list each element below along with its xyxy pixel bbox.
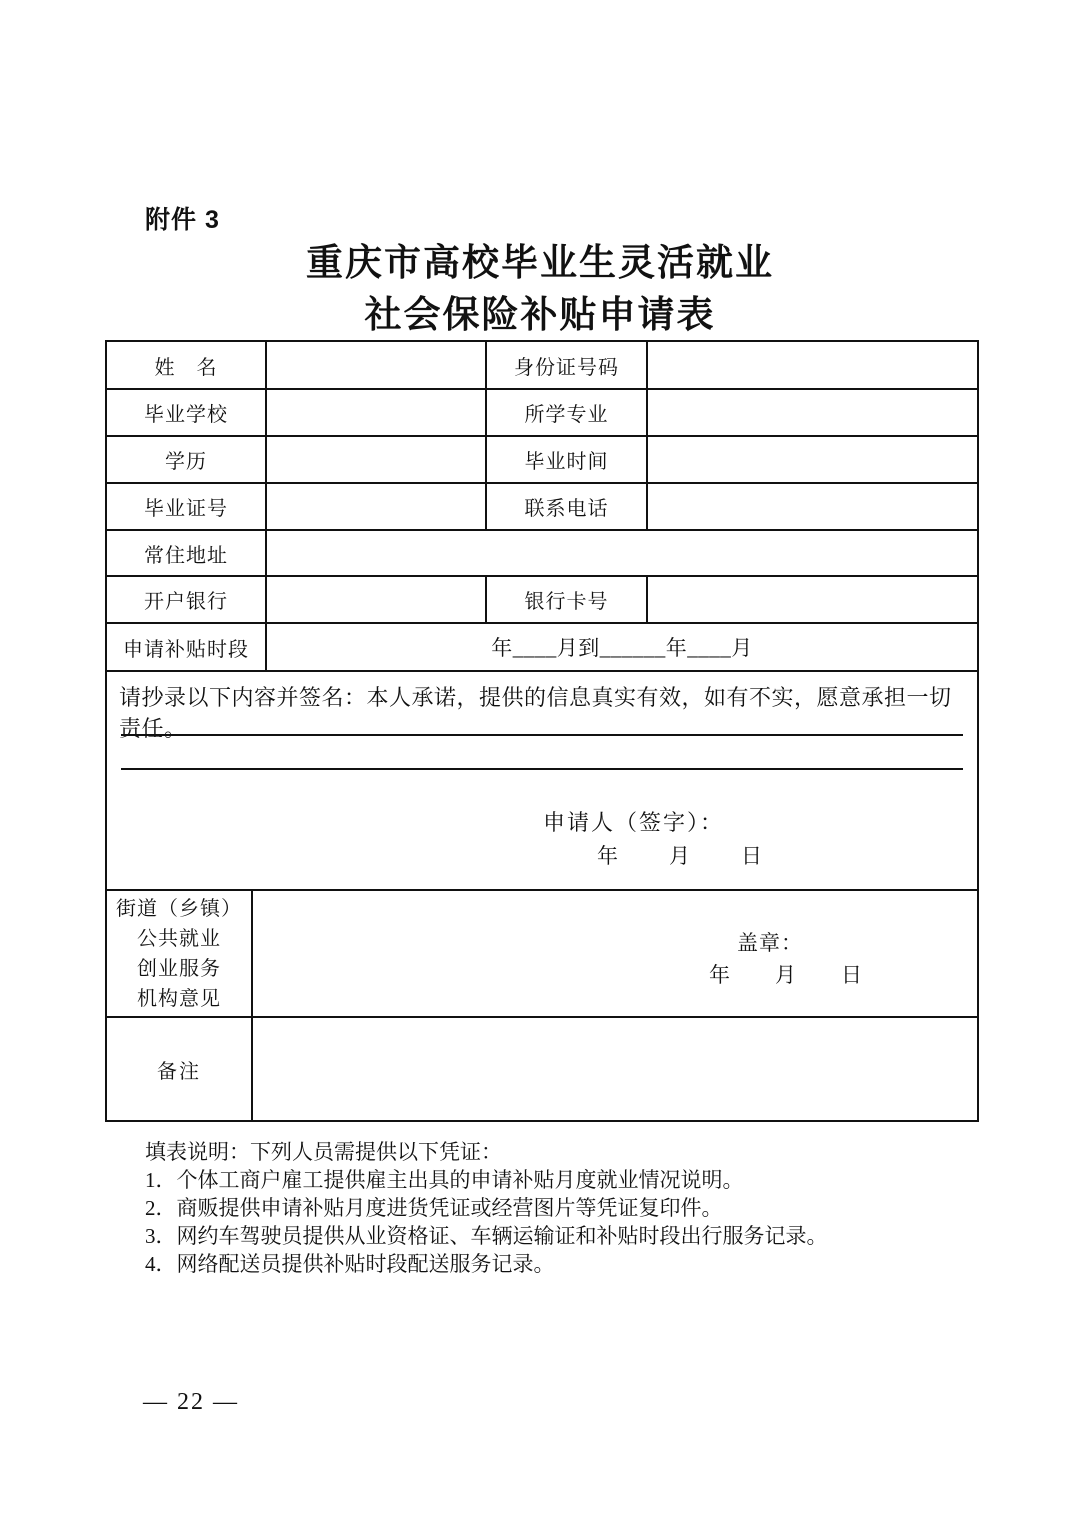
row-name-id [107,342,977,388]
address-value-cell [265,531,977,575]
signature-writing-line-1 [121,734,963,736]
application-form-table [105,340,979,1122]
office-label-line-2: 公共就业 [137,927,221,950]
stamp-label: 盖章： [737,931,803,955]
fill-instructions [145,1138,905,1278]
row-office-opinion [107,889,977,1016]
office-opinion-label [107,891,251,1016]
title-line-2: 社会保险补贴申请表 [364,295,716,336]
office-opinion-cell [251,891,977,1016]
grad-time-value-cell [646,437,977,482]
id-number-label: 身份证号码 [485,342,646,388]
grad-time-label: 毕业时间 [485,437,646,482]
fill-instruction-item-4: 4．网络配送员提供补贴时段配送服务记录。 [145,1252,555,1276]
phone-label: 联系电话 [485,484,646,529]
major-label: 所学专业 [485,390,646,435]
row-degree-gradtime [107,435,977,482]
row-school-major [107,388,977,435]
signature-writing-line-2 [121,768,963,770]
school-label: 毕业学校 [144,404,228,426]
office-date-label: 年 月 日 [709,963,874,987]
office-label-line-3: 创业服务 [137,957,221,980]
degree-label: 学历 [165,451,207,473]
address-label: 常住地址 [144,544,228,567]
school-value-cell [265,390,485,435]
row-bank-card [107,575,977,622]
period-label: 申请补贴时段 [123,638,249,661]
fill-instructions-heading: 填表说明：下列人员需提供以下凭证： [145,1140,502,1164]
page-number: — 22 — [143,1389,239,1415]
cert-no-value-cell [265,484,485,529]
major-value-cell [646,390,977,435]
pledge-section [107,672,977,889]
row-certno-phone [107,482,977,529]
card-no-value-cell [646,577,977,622]
row-subsidy-period [107,622,977,670]
office-label-line-4: 机构意见 [137,987,221,1010]
remarks-label: 备注 [157,1060,201,1083]
applicant-signature-label: 申请人（签字）： [543,810,725,835]
cert-no-label: 毕业证号 [144,498,228,520]
applicant-sign-date-label: 年 月 日 [597,844,765,868]
remarks-value-cell [251,1018,977,1120]
name-label: 姓 名 [154,356,218,379]
pledge-instruction: 请抄录以下内容并签名：本人承诺，提供的信息真实有效，如有不实，愿意承担一切责任。 [119,685,952,741]
bank-label: 开户银行 [144,591,228,613]
row-address [107,529,977,575]
phone-value-cell [646,484,977,529]
row-pledge [107,670,977,889]
attachment-label: 附件 3 [145,206,220,234]
document-title [100,238,980,342]
id-number-value-cell [646,342,977,388]
title-line-1: 重庆市高校毕业生灵活就业 [306,243,774,284]
name-value-cell [265,342,485,388]
office-label-line-1: 街道（乡镇） [116,897,242,920]
row-remarks [107,1016,977,1120]
degree-value-cell [265,437,485,482]
fill-instruction-item-2: 2．商贩提供申请补贴月度进货凭证或经营图片等凭证复印件。 [145,1196,723,1220]
bank-value-cell [265,577,485,622]
fill-instruction-item-1: 1．个体工商户雇工提供雇主出具的申请补贴月度就业情况说明。 [145,1168,744,1192]
period-value-cell: 年____月到______年____月 [265,624,977,670]
fill-instruction-item-3: 3．网约车驾驶员提供从业资格证、车辆运输证和补贴时段出行服务记录。 [145,1224,828,1248]
card-no-label: 银行卡号 [485,577,646,622]
